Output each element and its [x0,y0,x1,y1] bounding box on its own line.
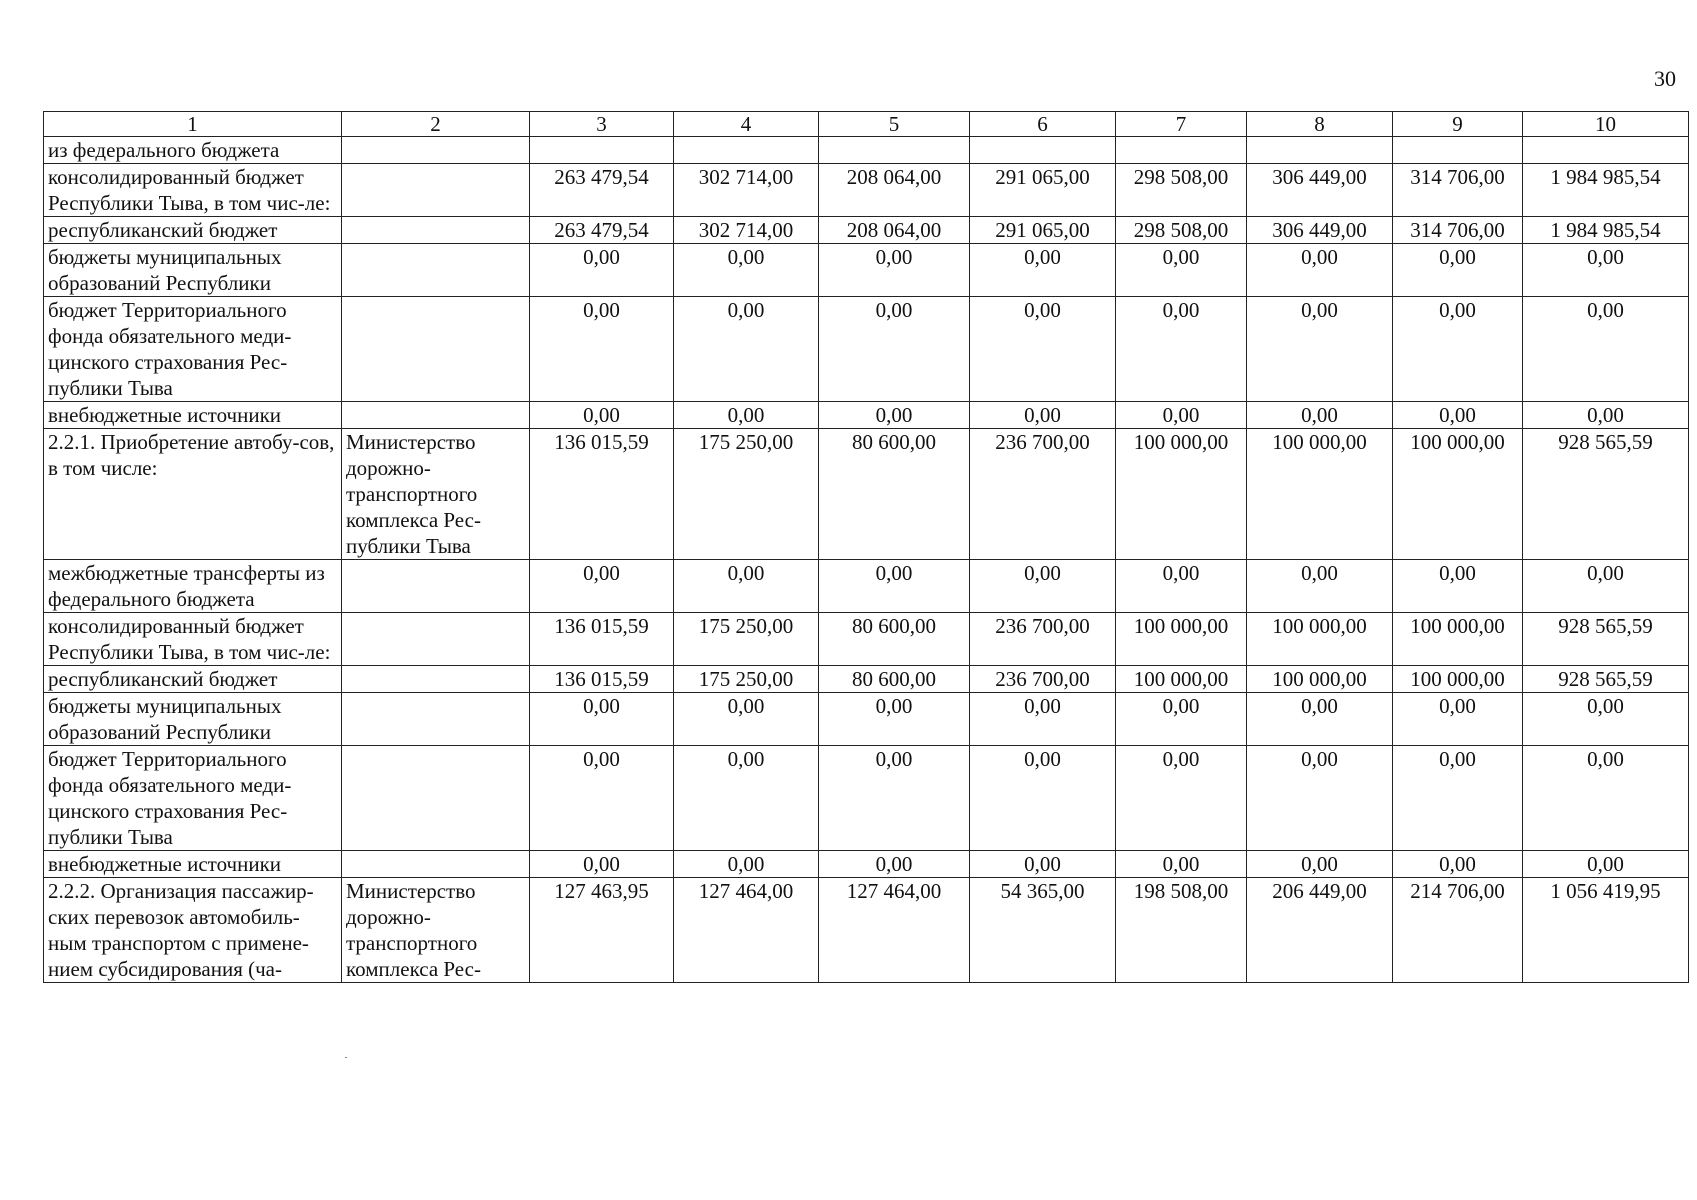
value-cell: 314 706,00 [1393,217,1523,244]
value-cell: 136 015,59 [530,613,674,666]
value-cell: 0,00 [1116,402,1247,429]
value-cell: 0,00 [674,560,819,613]
value-cell: 0,00 [819,693,970,746]
value-cell: 100 000,00 [1116,429,1247,560]
value-cell: 0,00 [1247,851,1393,878]
value-cell: 80 600,00 [819,429,970,560]
value-cell: 0,00 [1247,297,1393,402]
value-cell: 0,00 [674,851,819,878]
value-cell: 0,00 [1393,244,1523,297]
value-cell: 0,00 [674,693,819,746]
column-header: 6 [970,112,1116,137]
value-cell: 306 449,00 [1247,217,1393,244]
value-cell: 0,00 [1116,244,1247,297]
value-cell [819,137,970,164]
value-cell: 0,00 [1393,560,1523,613]
value-cell: 0,00 [1393,851,1523,878]
value-cell: 0,00 [674,244,819,297]
scan-artifact [345,1057,347,1058]
value-cell: 1 056 419,95 [1523,878,1689,983]
value-cell: 0,00 [1116,693,1247,746]
row-label-cell: 2.2.1. Приобретение автобу-сов, в том числе: [44,429,342,560]
responsible-cell: Министерство дорожно-транспортного комплекса Рес- [342,878,530,983]
row-label-cell: внебюджетные источники [44,402,342,429]
value-cell: 136 015,59 [530,429,674,560]
row-label-cell: бюджет Территориального фонда обязательного меди-цинского страхования Рес-публики Тыва [44,746,342,851]
table-row [44,164,1689,217]
table-row [44,666,1689,693]
row-label-cell: бюджеты муниципальных образований Республики [44,244,342,297]
row-label-cell: внебюджетные источники [44,851,342,878]
table-row [44,429,1689,560]
responsible-cell [342,613,530,666]
row-label-cell: республиканский бюджет [44,217,342,244]
table-row [44,746,1689,851]
value-cell: 302 714,00 [674,164,819,217]
table-row [44,560,1689,613]
value-cell [530,137,674,164]
value-cell: 263 479,54 [530,164,674,217]
column-header: 5 [819,112,970,137]
value-cell: 0,00 [1116,851,1247,878]
value-cell: 0,00 [970,402,1116,429]
value-cell [674,137,819,164]
value-cell: 1 984 985,54 [1523,217,1689,244]
value-cell: 0,00 [819,851,970,878]
row-label-cell: консолидированный бюджет Республики Тыва, в том чис-ле: [44,164,342,217]
responsible-cell [342,244,530,297]
column-header: 9 [1393,112,1523,137]
row-label-cell: межбюджетные трансферты из федерального бюджета [44,560,342,613]
row-label-cell: республиканский бюджет [44,666,342,693]
responsible-cell [342,297,530,402]
column-number-row [44,112,1689,137]
value-cell: 100 000,00 [1116,613,1247,666]
value-cell: 54 365,00 [970,878,1116,983]
column-header: 1 [44,112,342,137]
value-cell: 291 065,00 [970,217,1116,244]
value-cell: 0,00 [530,746,674,851]
table-row [44,217,1689,244]
budget-table [43,111,1689,983]
value-cell: 80 600,00 [819,666,970,693]
value-cell: 0,00 [970,851,1116,878]
value-cell: 0,00 [1523,244,1689,297]
value-cell: 0,00 [1247,560,1393,613]
value-cell: 236 700,00 [970,666,1116,693]
value-cell: 298 508,00 [1116,217,1247,244]
column-header: 8 [1247,112,1393,137]
column-header: 4 [674,112,819,137]
responsible-cell [342,164,530,217]
responsible-cell [342,746,530,851]
value-cell: 0,00 [1523,560,1689,613]
responsible-cell [342,402,530,429]
column-header: 3 [530,112,674,137]
value-cell: 298 508,00 [1116,164,1247,217]
value-cell: 0,00 [1116,560,1247,613]
value-cell: 0,00 [1523,297,1689,402]
value-cell: 302 714,00 [674,217,819,244]
responsible-cell: Министерство дорожно-транспортного комплекса Рес-публики Тыва [342,429,530,560]
value-cell: 100 000,00 [1393,429,1523,560]
value-cell: 127 464,00 [819,878,970,983]
value-cell: 928 565,59 [1523,613,1689,666]
responsible-cell [342,851,530,878]
value-cell: 0,00 [970,693,1116,746]
value-cell: 263 479,54 [530,217,674,244]
value-cell: 0,00 [1523,851,1689,878]
value-cell: 0,00 [819,297,970,402]
value-cell: 175 250,00 [674,613,819,666]
value-cell: 127 464,00 [674,878,819,983]
responsible-cell [342,217,530,244]
value-cell: 0,00 [819,244,970,297]
value-cell: 0,00 [1523,693,1689,746]
value-cell: 214 706,00 [1393,878,1523,983]
value-cell: 175 250,00 [674,429,819,560]
value-cell: 0,00 [1116,297,1247,402]
value-cell: 0,00 [530,560,674,613]
value-cell: 0,00 [819,560,970,613]
value-cell: 100 000,00 [1247,613,1393,666]
value-cell: 100 000,00 [1393,613,1523,666]
responsible-cell [342,666,530,693]
value-cell: 0,00 [970,746,1116,851]
value-cell: 208 064,00 [819,164,970,217]
row-label-cell: бюджет Территориального фонда обязательного меди-цинского страхования Рес-публики Тыва [44,297,342,402]
row-label-cell: бюджеты муниципальных образований Республики [44,693,342,746]
table-row [44,613,1689,666]
value-cell: 0,00 [1247,693,1393,746]
table-row [44,137,1689,164]
responsible-cell [342,137,530,164]
responsible-cell [342,693,530,746]
column-header: 7 [1116,112,1247,137]
value-cell: 0,00 [819,746,970,851]
value-cell: 0,00 [1116,746,1247,851]
value-cell: 0,00 [970,297,1116,402]
value-cell: 0,00 [1247,402,1393,429]
value-cell: 1 984 985,54 [1523,164,1689,217]
value-cell: 236 700,00 [970,613,1116,666]
page-number: 30 [1654,66,1676,91]
value-cell: 0,00 [530,851,674,878]
value-cell [1247,137,1393,164]
table-row [44,693,1689,746]
value-cell: 0,00 [1393,746,1523,851]
value-cell: 0,00 [530,244,674,297]
value-cell: 291 065,00 [970,164,1116,217]
value-cell: 0,00 [1247,244,1393,297]
column-header: 10 [1523,112,1689,137]
responsible-cell [342,560,530,613]
value-cell: 314 706,00 [1393,164,1523,217]
value-cell: 236 700,00 [970,429,1116,560]
value-cell: 175 250,00 [674,666,819,693]
value-cell: 0,00 [530,297,674,402]
value-cell: 0,00 [819,402,970,429]
value-cell: 0,00 [674,297,819,402]
table-row [44,297,1689,402]
value-cell: 0,00 [1523,746,1689,851]
value-cell: 100 000,00 [1116,666,1247,693]
row-label-cell: из федерального бюджета [44,137,342,164]
value-cell: 0,00 [1393,402,1523,429]
value-cell: 136 015,59 [530,666,674,693]
value-cell: 928 565,59 [1523,666,1689,693]
value-cell: 100 000,00 [1393,666,1523,693]
value-cell [1393,137,1523,164]
value-cell [1523,137,1689,164]
value-cell: 206 449,00 [1247,878,1393,983]
value-cell: 0,00 [530,402,674,429]
table-row [44,851,1689,878]
value-cell: 0,00 [1393,297,1523,402]
value-cell: 80 600,00 [819,613,970,666]
value-cell: 100 000,00 [1247,429,1393,560]
value-cell: 0,00 [674,402,819,429]
value-cell: 928 565,59 [1523,429,1689,560]
value-cell: 127 463,95 [530,878,674,983]
column-header: 2 [342,112,530,137]
value-cell: 0,00 [530,693,674,746]
value-cell [1116,137,1247,164]
table-row [44,878,1689,983]
value-cell: 0,00 [1247,746,1393,851]
value-cell [970,137,1116,164]
row-label-cell: консолидированный бюджет Республики Тыва, в том чис-ле: [44,613,342,666]
table-row [44,244,1689,297]
value-cell: 0,00 [674,746,819,851]
value-cell: 306 449,00 [1247,164,1393,217]
value-cell: 208 064,00 [819,217,970,244]
value-cell: 0,00 [1393,693,1523,746]
table-row [44,402,1689,429]
value-cell: 198 508,00 [1116,878,1247,983]
value-cell: 0,00 [970,560,1116,613]
value-cell: 0,00 [970,244,1116,297]
value-cell: 0,00 [1523,402,1689,429]
value-cell: 100 000,00 [1247,666,1393,693]
row-label-cell: 2.2.2. Организация пассажир-ских перевозок автомобиль-ным транспортом с примене-нием субсидирования (ча- [44,878,342,983]
